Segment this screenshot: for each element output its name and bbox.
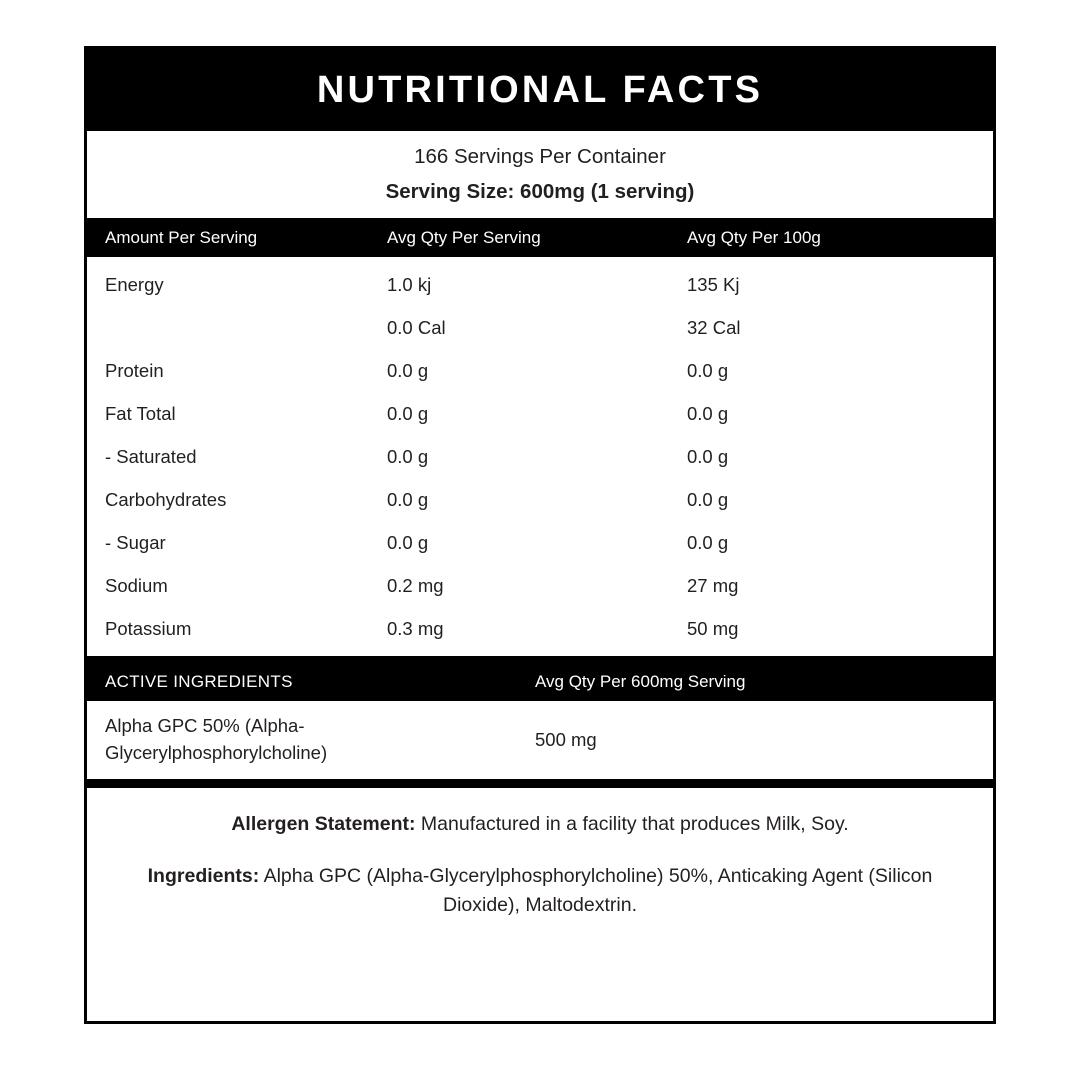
row-per-100g: 0.0 g — [687, 402, 729, 424]
row-per-100g: 0.0 g — [687, 359, 729, 381]
column-header-per-100g: Avg Qty Per 100g — [687, 227, 821, 247]
active-ingredients-header — [87, 663, 993, 701]
table-row — [87, 306, 993, 349]
row-name: Sodium — [105, 574, 168, 596]
row-per-100g: 32 Cal — [687, 316, 741, 338]
row-per-100g: 135 Kj — [687, 273, 740, 295]
nutrition-table-header — [87, 218, 993, 257]
row-per-100g: 0.0 g — [687, 445, 729, 467]
footer-divider — [87, 779, 993, 788]
row-name: - Saturated — [105, 445, 197, 467]
row-per-100g: 27 mg — [687, 574, 739, 596]
row-per-serving: 0.2 mg — [387, 574, 444, 596]
row-per-serving: 0.0 g — [387, 531, 429, 553]
serving-size: Serving Size: 600mg (1 serving) — [385, 180, 695, 203]
table-row — [87, 607, 993, 650]
table-row — [87, 521, 993, 564]
row-per-100g: 0.0 g — [687, 488, 729, 510]
column-header-amount: Amount Per Serving — [105, 227, 258, 247]
row-per-serving: 0.3 mg — [387, 617, 444, 639]
table-row — [87, 349, 993, 392]
row-per-100g: 0.0 g — [687, 531, 729, 553]
table-row — [87, 435, 993, 478]
active-ingredients-label: ACTIVE INGREDIENTS — [105, 672, 293, 691]
active-ingredients-qty-label: Avg Qty Per 600mg Serving — [535, 672, 746, 691]
row-name: Fat Total — [105, 402, 176, 424]
nutrition-facts-panel — [84, 46, 996, 1024]
ingredients-label: Ingredients: — [147, 864, 260, 887]
active-ingredient-qty: 500 mg — [535, 729, 597, 750]
ingredients-text: Alpha GPC (Alpha-Glycerylphosphorylcholine) 50%, Anticaking Agent (Silicon Dioxide), Maltodextrin. — [259, 864, 933, 917]
row-per-100g: 50 mg — [687, 617, 739, 639]
label-footer — [87, 788, 993, 953]
active-ingredients-row — [87, 701, 993, 779]
row-name: - Sugar — [105, 531, 166, 553]
row-per-serving: 0.0 g — [387, 402, 429, 424]
row-per-serving: 1.0 kj — [387, 273, 432, 295]
servings-per-container: 166 Servings Per Container — [414, 145, 666, 168]
row-name: Potassium — [105, 617, 192, 639]
page-title: NUTRITIONAL FACTS — [316, 68, 764, 111]
serving-info — [87, 131, 993, 218]
row-name: Protein — [105, 359, 164, 381]
row-name: Carbohydrates — [105, 488, 227, 510]
section-divider — [87, 656, 993, 663]
table-row — [87, 392, 993, 435]
allergen-statement — [127, 810, 953, 840]
row-per-serving: 0.0 g — [387, 488, 429, 510]
allergen-statement-text: Manufactured in a facility that produces Milk, Soy. — [415, 813, 849, 835]
allergen-statement-label: Allergen Statement: — [231, 813, 416, 835]
row-per-serving: 0.0 Cal — [387, 316, 446, 338]
row-per-serving: 0.0 g — [387, 445, 429, 467]
row-name: Energy — [105, 273, 164, 295]
table-row — [87, 478, 993, 521]
row-per-serving: 0.0 g — [387, 359, 429, 381]
label-title-bar — [87, 49, 993, 131]
active-ingredient-name: Alpha GPC 50% (Alpha-Glycerylphosphorylcholine) — [105, 715, 328, 763]
table-row — [87, 263, 993, 306]
table-row — [87, 564, 993, 607]
nutrition-table-body — [87, 257, 993, 656]
column-header-per-serving: Avg Qty Per Serving — [387, 227, 541, 247]
ingredients-statement — [127, 862, 953, 921]
